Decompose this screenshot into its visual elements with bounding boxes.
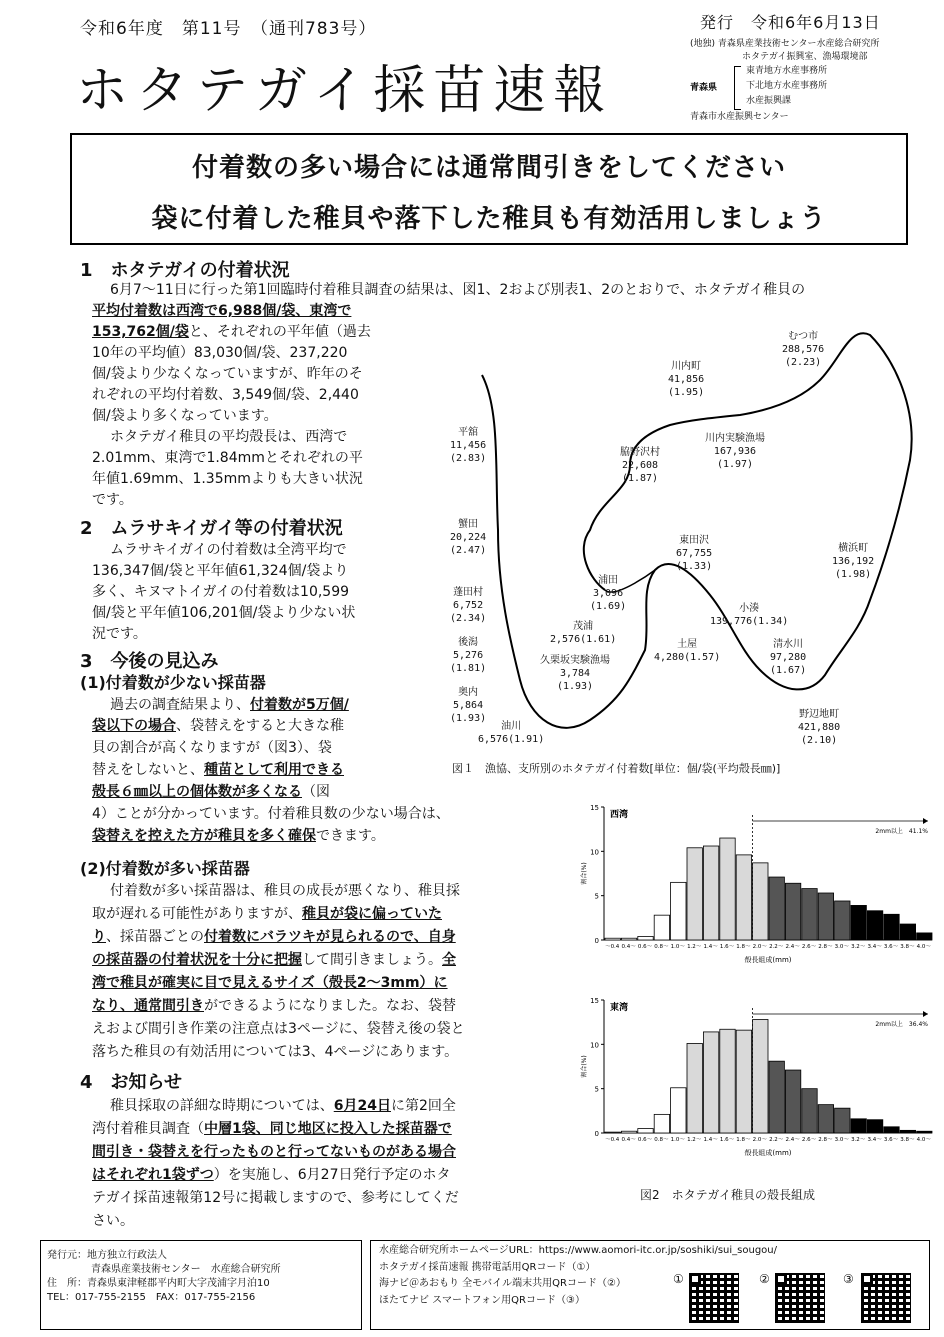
x-axis-label: 殻長組成(mm) bbox=[744, 956, 792, 964]
x-tick-label: 2.2～ bbox=[769, 944, 784, 950]
bar bbox=[654, 1114, 669, 1133]
y-tick-label: 15 bbox=[590, 804, 599, 812]
s3-emphasis: 種苗として利用できる bbox=[204, 762, 344, 778]
bar bbox=[638, 1129, 653, 1133]
map-site bbox=[450, 426, 486, 465]
x-tick-label: 2.4～ bbox=[785, 1137, 800, 1143]
site-length: (1.98) bbox=[835, 569, 872, 580]
chart-title: 東湾 bbox=[610, 1003, 629, 1013]
site-name: 川内町 bbox=[671, 361, 702, 372]
site-count: 11,456 bbox=[450, 440, 487, 451]
map-labels bbox=[440, 300, 940, 760]
bar bbox=[703, 846, 718, 940]
bar bbox=[687, 848, 702, 940]
s3-span: できます。 bbox=[316, 828, 385, 844]
s4-emphasis: 中層1袋、同じ地区に投入した採苗器で bbox=[204, 1121, 452, 1137]
map-site bbox=[654, 638, 720, 664]
figure-1-caption: 図１ 漁協、支所別のホタテガイ付着数[単位：個/袋(平均殻長㎜)] bbox=[452, 762, 781, 775]
s3-text bbox=[92, 716, 344, 738]
section-4-title: 4 お知らせ bbox=[80, 1072, 182, 1093]
bar bbox=[720, 838, 735, 940]
x-tick-label: 1.2～ bbox=[687, 944, 702, 950]
y-tick-label: 5 bbox=[594, 1085, 599, 1094]
s3-span: 、袋替えをすると大きな稚 bbox=[176, 718, 344, 734]
site-length: (1.97) bbox=[716, 459, 754, 470]
map-site bbox=[705, 432, 765, 471]
x-tick-label: 1.8～ bbox=[736, 1137, 751, 1143]
x-tick-label: 3.2～ bbox=[851, 944, 866, 950]
site-name: 小湊 bbox=[739, 603, 760, 614]
y-tick-label: 15 bbox=[590, 997, 599, 1005]
s1-text: です。 bbox=[92, 492, 133, 508]
x-tick-label: 0.6～ bbox=[637, 944, 653, 950]
bar bbox=[605, 938, 620, 940]
s3-text bbox=[110, 695, 349, 717]
s4-emphasis: はそれぞれ1袋ずつ bbox=[92, 1167, 214, 1183]
x-tick-label: 1.0～ bbox=[670, 1137, 685, 1143]
x-tick-label: 3.0～ bbox=[834, 944, 849, 950]
x-tick-label: 1.6～ bbox=[719, 944, 735, 950]
s4-emphasis: 6月24日 bbox=[333, 1098, 391, 1114]
s3-emphasis: 稚貝が袋に偏っていた bbox=[302, 906, 442, 922]
section-1-title: 1 ホタテガイの付着状況 bbox=[80, 260, 290, 281]
site-length: (2.83) bbox=[450, 453, 487, 464]
site-count: 136,192 bbox=[832, 556, 875, 567]
s3-emphasis: の採苗器の付着状況を十分に把握 bbox=[92, 952, 302, 968]
page-title: ホタテガイ採苗速報 bbox=[76, 61, 614, 121]
site-name: 油川 bbox=[501, 721, 522, 732]
bar bbox=[785, 883, 800, 940]
s4-text bbox=[92, 1119, 452, 1141]
y-tick-label: 10 bbox=[590, 848, 599, 857]
s4-span: に第2回全 bbox=[390, 1098, 456, 1114]
site-count: 20,224 bbox=[450, 532, 487, 543]
bar bbox=[867, 911, 882, 940]
map-site bbox=[668, 360, 704, 399]
s3-text: 付着数が多い採苗器は、稚貝の成長が悪くなり、稚貝採 bbox=[110, 883, 460, 899]
headline-line-1: 付着数の多い場合には通常間引きをしてください bbox=[191, 153, 786, 183]
x-tick-label: ～0.4 bbox=[605, 1137, 620, 1143]
qr-code-3[interactable] bbox=[861, 1273, 911, 1323]
site-length: (2.23) bbox=[785, 357, 822, 368]
links-box bbox=[370, 1240, 930, 1330]
bar bbox=[769, 1061, 784, 1133]
bar bbox=[621, 938, 636, 940]
site-name: 奥内 bbox=[458, 687, 479, 698]
headline-line-2: 袋に付着した稚貝や落下した稚貝も有効活用しましょう bbox=[151, 204, 827, 234]
bar bbox=[818, 893, 833, 940]
x-tick-label: 3.8～ bbox=[900, 1137, 915, 1143]
y-tick-label: 5 bbox=[594, 892, 599, 901]
annotation-label: 2mm以上 41.1% bbox=[875, 828, 928, 835]
s1-text: 年値1.69mm、1.35mmよりも大きい状況 bbox=[92, 471, 363, 487]
site-name: 横浜町 bbox=[838, 543, 869, 554]
bar bbox=[884, 914, 899, 940]
bar bbox=[687, 1043, 702, 1133]
site-name: 脇野沢村 bbox=[620, 447, 660, 458]
site-count: 6,752 bbox=[453, 600, 484, 611]
site-count: 421,880 bbox=[798, 722, 841, 733]
s3-text: 貝の割合が高くなりますが（図3）、袋 bbox=[92, 740, 332, 756]
s1-text: 個/袋より多くなっています。 bbox=[92, 408, 278, 424]
annotation-arrowhead bbox=[923, 1011, 928, 1017]
s3-emphasis: り bbox=[92, 929, 106, 945]
bar bbox=[867, 1120, 882, 1133]
bar bbox=[720, 1029, 735, 1133]
s1-text: 6月7～11日に行った第1回臨時付着稚貝調査の結果は、図1、2および別表1、2のとおりで、ホタテガイ稚貝の bbox=[110, 282, 806, 298]
issue-number: 令和6年度 第11号 （通刊783号） bbox=[80, 19, 377, 39]
publisher-line: 発行元：地方独立行政法人 bbox=[47, 1250, 167, 1261]
s3-emphasis: 湾で稚貝が確実に目で見えるサイズ（殻長2～3mm）に bbox=[92, 975, 448, 991]
bar bbox=[851, 1119, 866, 1133]
qr-note-2: 海ナビ＠あおもり 全モバイル端末共用QRコード（②） bbox=[379, 1278, 626, 1289]
site-count: 5,276 bbox=[453, 650, 484, 661]
s1-text bbox=[92, 301, 351, 323]
s1-text: ホタテガイ稚貝の平均殻長は、西湾で bbox=[110, 429, 348, 445]
site-count: 67,755 bbox=[676, 548, 713, 559]
site-length: (1.93) bbox=[450, 713, 487, 724]
bar bbox=[802, 889, 817, 940]
s4-text: さい。 bbox=[92, 1213, 134, 1229]
site-count: 288,576 bbox=[782, 344, 825, 355]
s3-emphasis: 付着数にバラツキが見られるので、自身 bbox=[204, 929, 456, 945]
x-tick-label: 3.8～ bbox=[900, 944, 915, 950]
annotation-arrowhead bbox=[923, 818, 928, 824]
site-length: (2.10) bbox=[801, 735, 838, 746]
s3-text bbox=[92, 973, 448, 995]
bar bbox=[654, 915, 669, 940]
x-tick-label: 3.6～ bbox=[883, 944, 899, 950]
x-tick-label: 2.0～ bbox=[752, 944, 767, 950]
bar bbox=[900, 1130, 915, 1133]
homepage-url[interactable]: 水産総合研究所ホームページURL：https://www.aomori-itc.or.jp/soshiki/sui_sougou/ bbox=[379, 1245, 778, 1256]
map-site bbox=[710, 602, 788, 628]
site-count: 167,936 bbox=[713, 446, 757, 457]
publisher-phone: TEL：017-755-2155 FAX：017-755-2156 bbox=[47, 1292, 256, 1303]
site-count: 2,576(1.61) bbox=[550, 634, 617, 645]
subsection-1-title: (1)付着数が少ない採苗器 bbox=[80, 673, 266, 692]
histogram-east-bay bbox=[578, 988, 940, 1173]
x-tick-label: 4.0～ bbox=[916, 1137, 931, 1143]
site-count: 3,096 bbox=[593, 588, 624, 599]
y-axis-label: 割合(%) bbox=[581, 1055, 588, 1078]
s4-text bbox=[92, 1165, 450, 1187]
s3-text: 4）ことが分かっています。付着稚貝数の少ない場合は、 bbox=[92, 806, 450, 822]
x-tick-label: 3.2～ bbox=[851, 1137, 866, 1143]
s1-text bbox=[92, 322, 371, 344]
x-tick-label: 0.4～ bbox=[621, 1137, 636, 1143]
bar bbox=[769, 877, 784, 940]
x-tick-label: 0.6～ bbox=[637, 1137, 653, 1143]
site-length: (1.93) bbox=[556, 681, 594, 692]
x-tick-label: 1.2～ bbox=[687, 1137, 702, 1143]
x-tick-label: 2.4～ bbox=[785, 944, 800, 950]
site-name: 蟹田 bbox=[458, 519, 479, 530]
s3-text bbox=[92, 904, 442, 926]
bar bbox=[671, 1088, 686, 1133]
bar bbox=[818, 1105, 833, 1133]
site-count: 139,776(1.34) bbox=[710, 616, 789, 627]
s3-emphasis: 付着数が5万個/ bbox=[250, 697, 349, 713]
site-length: (1.95) bbox=[668, 387, 705, 398]
bar bbox=[900, 924, 915, 940]
bar bbox=[785, 1070, 800, 1133]
map-site bbox=[450, 518, 486, 557]
s3-emphasis: なり、通常間引き bbox=[92, 998, 204, 1014]
site-name: 土屋 bbox=[677, 639, 698, 650]
x-tick-label: 0.8～ bbox=[654, 944, 669, 950]
s4-text bbox=[92, 1142, 456, 1164]
s3-text bbox=[92, 950, 456, 972]
s3-text bbox=[92, 782, 330, 804]
site-name: 浦田 bbox=[598, 575, 619, 586]
x-tick-label: 2.6～ bbox=[801, 1137, 817, 1143]
x-tick-label: 2.8～ bbox=[818, 944, 833, 950]
map-site bbox=[590, 574, 626, 613]
org-pref: 青森県 bbox=[690, 83, 718, 93]
site-name: 後潟 bbox=[458, 637, 479, 648]
x-tick-label: 1.0～ bbox=[670, 944, 685, 950]
s3-span: して間引きましょう。 bbox=[302, 952, 442, 968]
subsection-2-title: (2)付着数が多い採苗器 bbox=[80, 859, 250, 878]
section-2-title: 2 ムラサキイガイ等の付着状況 bbox=[80, 518, 343, 539]
s1-text: 10年の平均値）83,030個/袋、237,220 bbox=[92, 345, 348, 361]
s3-emphasis: 全 bbox=[442, 952, 456, 968]
site-name: 蓬田村 bbox=[453, 587, 484, 598]
qr-note-3: ほたてナビ スマートフォン用QRコード（③） bbox=[379, 1294, 585, 1306]
site-name: 東田沢 bbox=[679, 535, 710, 546]
s2-text: 136,347個/袋と平年値61,324個/袋より bbox=[92, 563, 349, 579]
site-count: 6,576(1.91) bbox=[478, 734, 545, 745]
site-name: 野辺地町 bbox=[799, 709, 840, 720]
map-site bbox=[782, 330, 824, 369]
s4-emphasis: 間引き・袋替えを行ったものと行ってないものがある場合 bbox=[92, 1144, 456, 1160]
x-tick-label: 0.4～ bbox=[621, 944, 636, 950]
x-tick-label: 3.4～ bbox=[867, 944, 882, 950]
s3-text bbox=[92, 760, 344, 782]
s1-emphasis: 153,762個/袋 bbox=[92, 324, 189, 340]
x-tick-label: 2.8～ bbox=[818, 1137, 833, 1143]
s1-text: 2.01mm、東湾で1.84mmとそれぞれの平 bbox=[92, 450, 363, 466]
site-length: (1.33) bbox=[676, 561, 713, 572]
bar bbox=[753, 1020, 768, 1133]
site-name: むつ市 bbox=[788, 331, 819, 342]
map-site bbox=[620, 446, 660, 485]
bar bbox=[671, 882, 686, 940]
s1-text-span: と、それぞれの平年値（過去 bbox=[188, 324, 371, 340]
s3-span: 過去の調査結果より、 bbox=[110, 697, 250, 713]
org-list bbox=[690, 38, 940, 130]
map-site bbox=[798, 708, 840, 747]
s3-text bbox=[92, 927, 456, 949]
x-tick-label: 1.6～ bbox=[719, 1137, 735, 1143]
s2-text: ムラサキイガイの付着数は全湾平均で bbox=[110, 542, 347, 558]
org-line: 東青地方水産事務所 bbox=[746, 66, 828, 76]
site-length: (2.34) bbox=[450, 613, 487, 624]
s3-text bbox=[92, 826, 385, 848]
s1-text: 個/袋より少なくなっていますが、昨年のそ bbox=[92, 366, 363, 382]
y-tick-label: 0 bbox=[594, 937, 599, 945]
x-tick-label: ～0.4 bbox=[605, 944, 620, 950]
s3-text: 落ちた稚貝の有効活用については3、4ページにあります。 bbox=[92, 1044, 459, 1060]
x-tick-label: 2.0～ bbox=[752, 1137, 767, 1143]
site-name: 久栗坂実験漁場 bbox=[540, 655, 610, 666]
x-tick-label: 3.0～ bbox=[834, 1137, 849, 1143]
site-count: 4,280(1.57) bbox=[654, 652, 721, 663]
s3-span: 取が遅れる可能性がありますが、 bbox=[92, 906, 302, 922]
bar bbox=[605, 1132, 620, 1133]
site-name: 茂浦 bbox=[573, 621, 594, 632]
x-tick-label: 4.0～ bbox=[916, 944, 931, 950]
bar bbox=[638, 936, 653, 940]
org-line: 青森市水産振興センター bbox=[690, 112, 789, 122]
qr-label-1: ① bbox=[673, 1272, 684, 1286]
qr-code-1[interactable] bbox=[689, 1273, 739, 1323]
x-tick-label: 1.4～ bbox=[703, 944, 718, 950]
map-site bbox=[540, 654, 610, 693]
site-count: 41,856 bbox=[668, 374, 705, 385]
s4-text: テガイ採苗速報第12号に掲載しますので、参考にしてくだ bbox=[92, 1190, 459, 1206]
x-tick-label: 2.2～ bbox=[769, 1137, 784, 1143]
site-length: (2.47) bbox=[450, 545, 487, 556]
bar bbox=[736, 1030, 751, 1133]
bar bbox=[884, 1127, 899, 1133]
x-tick-label: 1.4～ bbox=[703, 1137, 718, 1143]
x-tick-label: 3.4～ bbox=[867, 1137, 882, 1143]
s4-span: ）を実施し、6月27日発行予定のホタ bbox=[213, 1167, 451, 1183]
map-site bbox=[770, 638, 806, 677]
s1-text: れぞれの平均付着数、3,549個/袋、2,440 bbox=[92, 387, 359, 403]
annotation-label: 2mm以上 36.4% bbox=[875, 1021, 928, 1028]
site-count: 5,864 bbox=[453, 700, 484, 711]
s3-text bbox=[92, 996, 456, 1018]
s2-text: 個/袋と平年値106,201個/袋より少ない状 bbox=[92, 605, 356, 621]
bar bbox=[917, 1131, 932, 1133]
bar bbox=[736, 855, 751, 940]
org-line: (地独) 青森県産業技術センター水産総合研究所 bbox=[690, 39, 880, 49]
map-site bbox=[478, 720, 544, 746]
bracket bbox=[734, 66, 741, 110]
qr-code-2[interactable] bbox=[775, 1273, 825, 1323]
site-count: 3,784 bbox=[559, 668, 591, 679]
map-site bbox=[676, 534, 712, 573]
s2-text: 況です。 bbox=[92, 626, 147, 642]
site-length: (1.69) bbox=[590, 601, 627, 612]
y-tick-label: 10 bbox=[590, 1041, 599, 1050]
site-count: 22,608 bbox=[621, 460, 659, 471]
site-name: 清水川 bbox=[773, 639, 804, 650]
publisher-address: 住 所：青森県東津軽郡平内町大字茂浦字月泊10 bbox=[47, 1278, 270, 1289]
publish-date: 発行 令和6年6月13日 bbox=[700, 13, 881, 32]
s3-emphasis: 袋以下の場合 bbox=[92, 718, 176, 734]
bar bbox=[753, 863, 768, 940]
bar bbox=[703, 1032, 718, 1133]
bar bbox=[917, 933, 932, 940]
x-axis-label: 殻長組成(mm) bbox=[744, 1149, 792, 1157]
publisher-box bbox=[40, 1240, 362, 1330]
publisher-line: 青森県産業技術センター 水産総合研究所 bbox=[91, 1264, 281, 1275]
qr-label-2: ② bbox=[759, 1272, 770, 1286]
s3-text: えおよび間引き作業の注意点は3ページに、袋替え後の袋と bbox=[92, 1021, 465, 1037]
qr-note-1: ホタテガイ採苗速報 携帯電話用QRコード（①） bbox=[379, 1261, 596, 1273]
s4-span: 稚貝採取の詳細な時期については、 bbox=[110, 1098, 334, 1114]
bar bbox=[835, 901, 850, 940]
map-site bbox=[450, 636, 486, 675]
s3-span: 替えをしないと、 bbox=[92, 762, 204, 778]
histogram-west-bay bbox=[578, 795, 940, 980]
org-line: 水産振興課 bbox=[746, 96, 792, 106]
site-length: (1.81) bbox=[450, 663, 487, 674]
s4-span: 湾付着稚貝調査（ bbox=[92, 1121, 204, 1137]
map-site bbox=[550, 620, 616, 646]
site-length: (1.67) bbox=[770, 665, 807, 676]
s2-text: 多く、キヌマトイガイの付着数は10,599 bbox=[92, 584, 350, 600]
section-3-title: 3 今後の見込み bbox=[80, 651, 219, 672]
bar bbox=[621, 1131, 636, 1133]
s1-emphasis: 平均付着数は西湾で6,988個/袋、東湾で bbox=[92, 303, 352, 319]
s3-emphasis: 殻長６㎜以上の個体数が多くなる bbox=[92, 784, 302, 800]
chart-title: 西湾 bbox=[610, 810, 629, 820]
org-line: 下北地方水産事務所 bbox=[746, 81, 828, 91]
bar bbox=[802, 1089, 817, 1133]
s3-span: 、採苗器ごとの bbox=[106, 929, 204, 945]
figure-2-caption: 図2 ホタテガイ稚貝の殻長組成 bbox=[640, 1188, 816, 1202]
qr-label-3: ③ bbox=[843, 1272, 854, 1286]
site-length: (1.87) bbox=[621, 473, 659, 484]
bar bbox=[851, 905, 866, 940]
bar bbox=[835, 1108, 850, 1133]
map-site bbox=[450, 586, 486, 625]
headline-banner bbox=[70, 133, 908, 245]
x-tick-label: 2.6～ bbox=[801, 944, 817, 950]
site-count: 97,280 bbox=[770, 652, 807, 663]
x-tick-label: 1.8～ bbox=[736, 944, 751, 950]
s3-span: （図 bbox=[302, 784, 330, 800]
org-line: ホタテガイ振興室、漁場環境部 bbox=[742, 52, 868, 62]
x-tick-label: 0.8～ bbox=[654, 1137, 669, 1143]
site-name: 平舘 bbox=[458, 427, 479, 438]
s4-text bbox=[110, 1096, 456, 1118]
y-axis-label: 割合(%) bbox=[581, 862, 588, 885]
y-tick-label: 0 bbox=[594, 1130, 599, 1138]
map-site bbox=[832, 542, 874, 581]
s3-emphasis: 袋替えを控えた方が稚貝を多く確保 bbox=[92, 828, 316, 844]
s3-span: ができるようになりました。なお、袋替 bbox=[204, 998, 456, 1014]
x-tick-label: 3.6～ bbox=[883, 1137, 899, 1143]
site-name: 川内実験漁場 bbox=[705, 433, 765, 444]
